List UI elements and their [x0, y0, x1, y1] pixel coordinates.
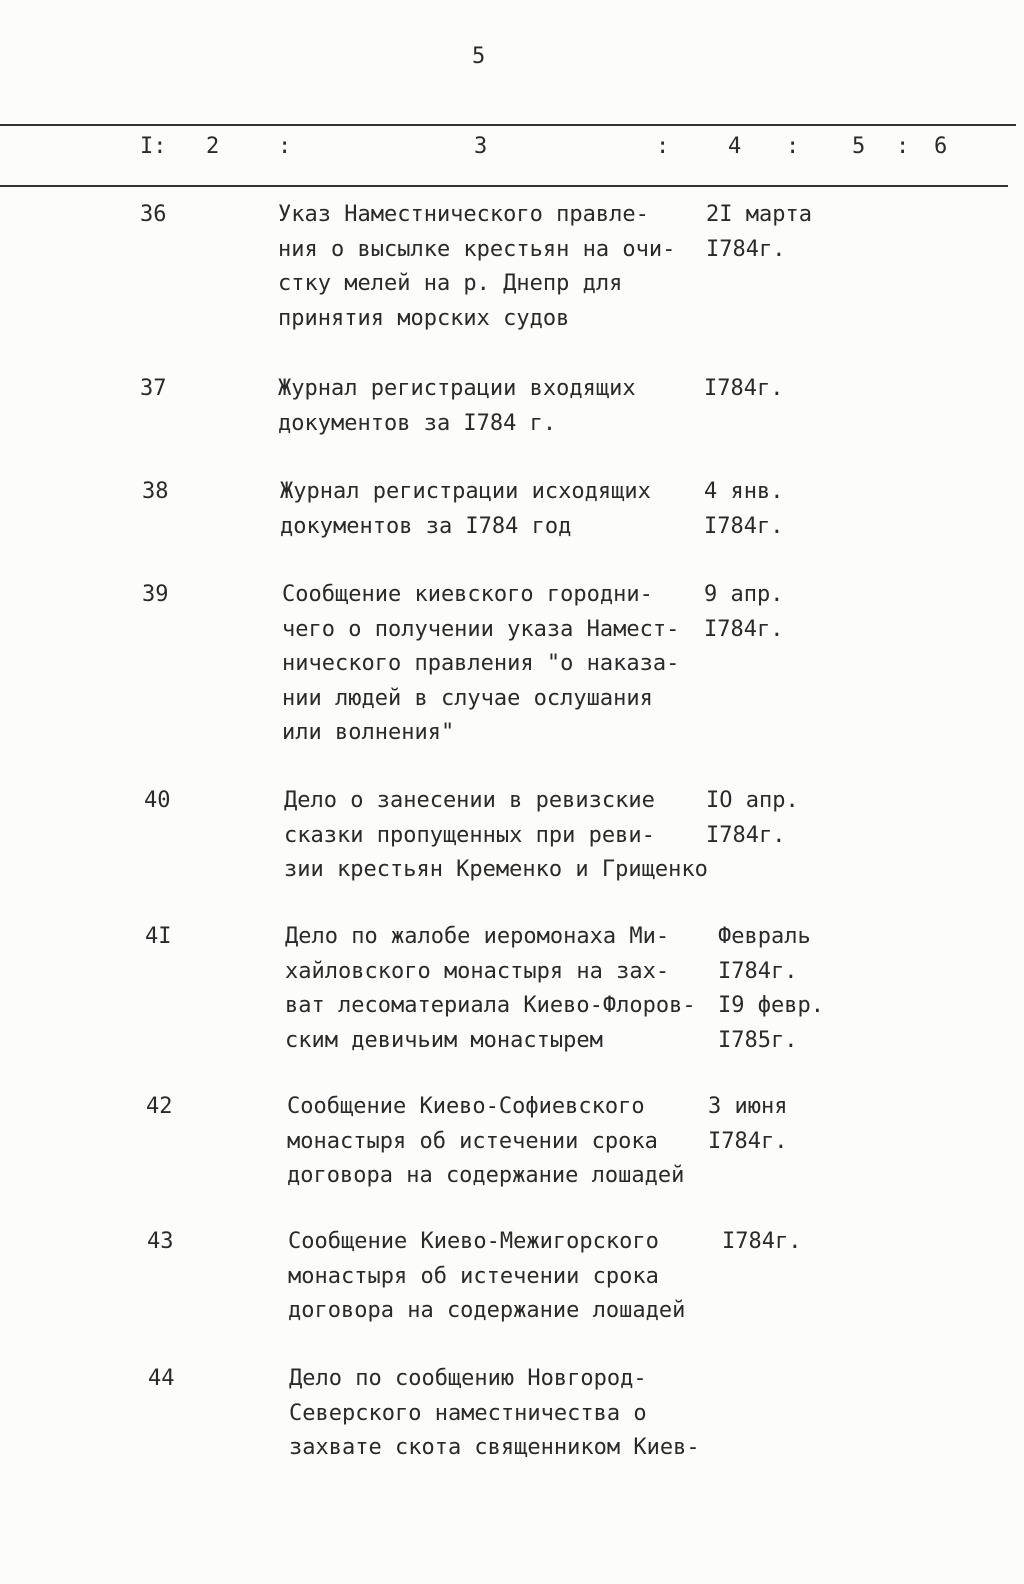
- date-line: 2I марта: [706, 202, 812, 227]
- description-line: документов за I784 год: [280, 513, 572, 539]
- entry-number: 4I: [145, 924, 172, 949]
- entry-number: 43: [147, 1229, 174, 1254]
- description-line: сказки пропущенных при реви-: [284, 822, 655, 848]
- table-header-rule: [0, 185, 1008, 187]
- entry-description: [282, 578, 679, 751]
- description-line: Дело по сообщению Новгород-: [289, 1366, 647, 1391]
- header-col-2: 2: [206, 134, 220, 159]
- table-top-rule: [0, 124, 1016, 126]
- date-line: I784г.: [704, 376, 784, 401]
- date-line: 9 апр.: [704, 582, 784, 607]
- description-line: Сообщение Киево-Софиевского: [287, 1094, 645, 1119]
- entry-number: 37: [140, 376, 167, 401]
- header-col-6: 6: [934, 134, 948, 159]
- date-line: I784г.: [718, 958, 798, 984]
- description-line: Журнал регистрации исходящих: [280, 479, 651, 504]
- description-line: нии людей в случае ослушания: [282, 685, 653, 711]
- date-line: 3 июня: [708, 1094, 788, 1119]
- date-line: Февраль: [718, 924, 811, 949]
- date-line: IO апр.: [706, 788, 799, 813]
- entry-number: 44: [148, 1366, 175, 1391]
- description-line: или волнения": [282, 720, 455, 745]
- header-separator: :: [896, 134, 910, 159]
- date-line: I784г.: [704, 616, 784, 642]
- entry-date: [706, 198, 812, 267]
- header-separator: :: [786, 134, 800, 159]
- description-line: нического правления "о наказа-: [282, 651, 680, 676]
- description-line: стку мелей на р. Днепр для: [278, 271, 623, 296]
- entry-number: 42: [146, 1094, 173, 1119]
- entry-date: [704, 475, 783, 544]
- description-line: Северского наместничества о: [289, 1400, 647, 1426]
- description-line: захвате скота священником Киев-: [289, 1435, 700, 1460]
- header-separator: :: [656, 134, 670, 159]
- entry-description: [278, 372, 636, 441]
- description-line: зии крестьян Кременко и Грищенко: [284, 857, 708, 882]
- date-line: I784г.: [706, 822, 786, 848]
- entry-description: [287, 1090, 684, 1194]
- description-line: документов за I784 г.: [278, 410, 557, 436]
- description-line: Дело о занесении в ревизские: [284, 788, 655, 813]
- date-line: I784г.: [722, 1229, 802, 1254]
- entry-date: [704, 578, 783, 647]
- description-line: ским девичьим монастырем: [285, 1027, 603, 1053]
- description-line: чего о получении указа Намест-: [282, 616, 680, 642]
- entry-number: 36: [140, 202, 167, 227]
- description-line: хайловского монастыря на зах-: [285, 958, 670, 984]
- header-col-1: I:: [140, 134, 167, 159]
- page-number: 5: [472, 44, 486, 69]
- description-line: ват лесоматериала Киево-Флоров-: [285, 993, 696, 1018]
- entry-date: [704, 372, 783, 407]
- description-line: договора на содержание лошадей: [287, 1163, 685, 1188]
- description-line: Сообщение Киево-Межигорского: [288, 1229, 659, 1254]
- entry-date: [718, 920, 824, 1058]
- description-line: Журнал регистрации входящих: [278, 376, 636, 401]
- description-line: принятия морских судов: [278, 305, 570, 331]
- description-line: монастыря об истечении срока: [288, 1263, 659, 1289]
- header-separator: :: [278, 134, 292, 159]
- entry-number: 38: [142, 479, 169, 504]
- description-line: монастыря об истечении срока: [287, 1128, 658, 1154]
- date-line: 4 янв.: [704, 479, 784, 504]
- description-line: ния о высылке крестьян на очи-: [278, 236, 676, 262]
- date-line: I9 февр.: [718, 993, 824, 1018]
- entry-description: [280, 475, 651, 544]
- date-line: I784г.: [704, 513, 784, 539]
- header-col-3: 3: [474, 134, 488, 159]
- entry-date: [708, 1090, 787, 1159]
- description-line: Дело по жалобе иеромонаха Ми-: [285, 924, 670, 949]
- date-line: I784г.: [706, 236, 786, 262]
- date-line: I784г.: [708, 1128, 788, 1154]
- description-line: Указ Наместнического правле-: [278, 202, 649, 227]
- entry-date: [706, 784, 799, 853]
- description-line: Сообщение киевского городни-: [282, 582, 653, 607]
- header-col-5: 5: [852, 134, 866, 159]
- description-line: договора на содержание лошадей: [288, 1298, 686, 1323]
- entry-description: [285, 920, 696, 1058]
- entry-date: [722, 1225, 801, 1260]
- entry-description: [289, 1362, 700, 1466]
- entry-description: [278, 198, 675, 336]
- column-header: [0, 134, 1024, 164]
- entry-description: [284, 784, 708, 888]
- entry-description: [288, 1225, 685, 1329]
- entry-number: 39: [142, 582, 169, 607]
- entry-number: 40: [144, 788, 171, 813]
- header-col-4: 4: [728, 134, 742, 159]
- date-line: I785г.: [718, 1027, 798, 1053]
